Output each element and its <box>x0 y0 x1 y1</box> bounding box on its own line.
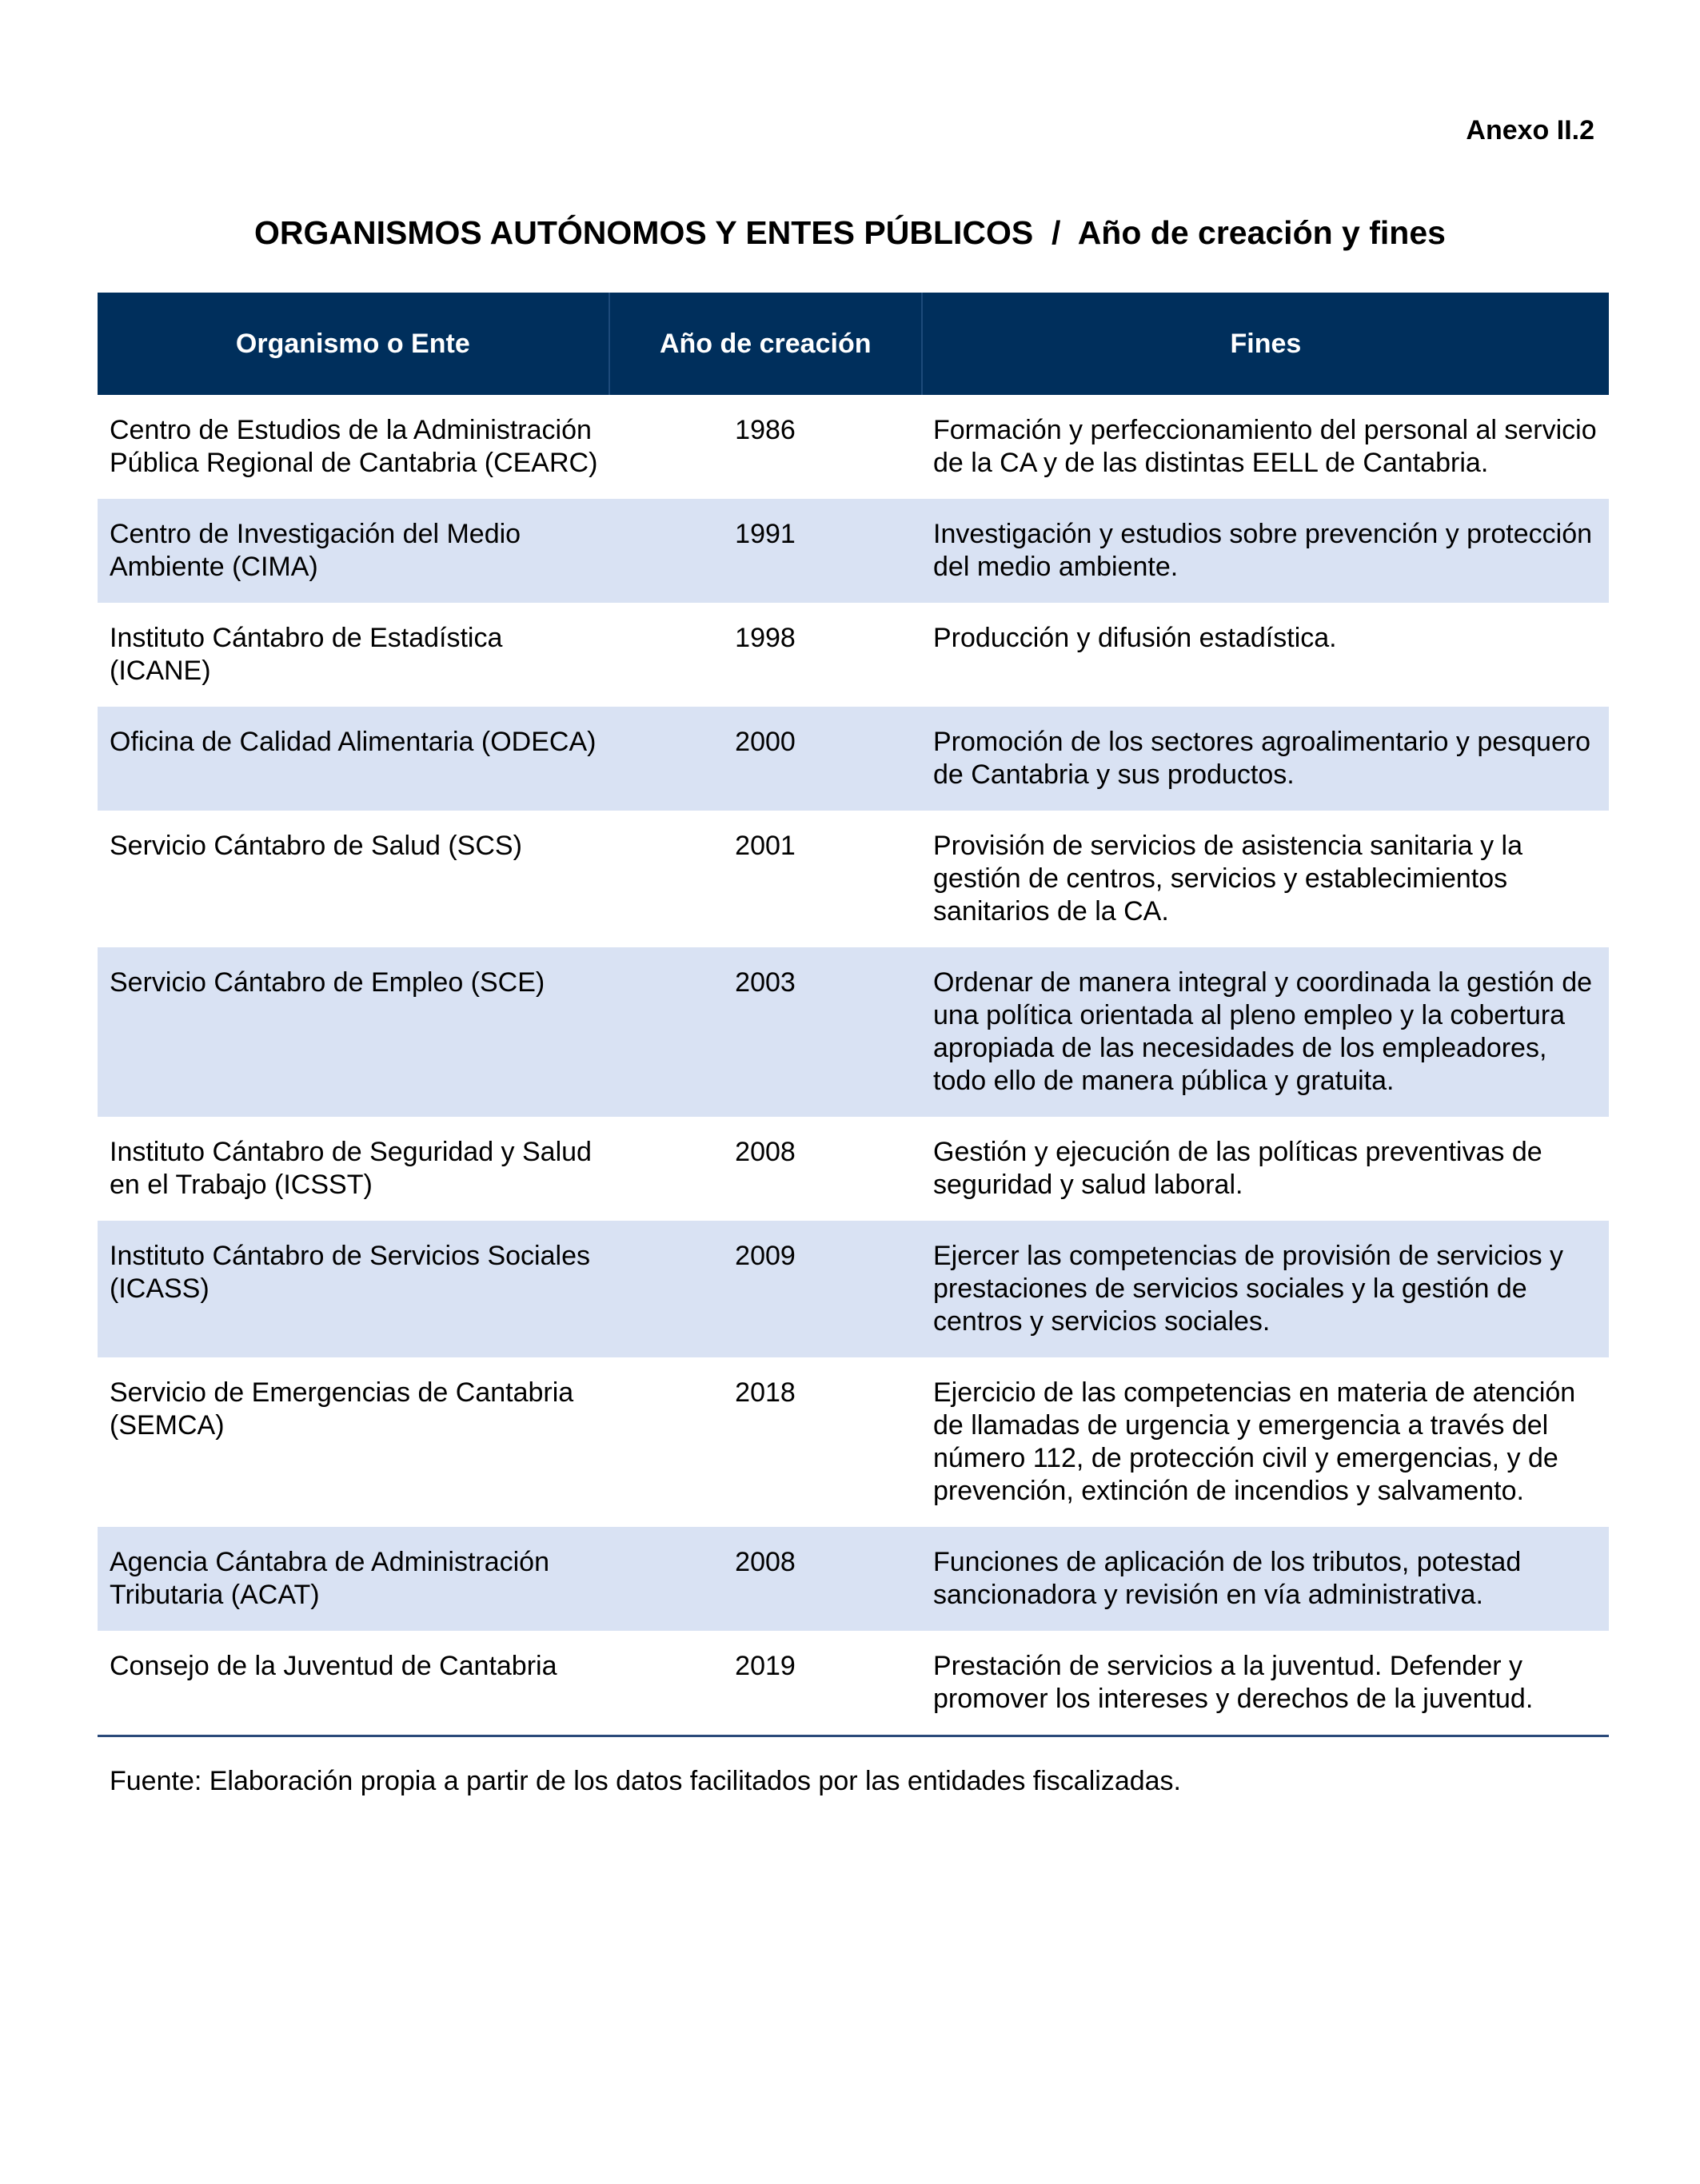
cell-fines: Promoción de los sectores agroalimentario y pesquero de Cantabria y sus productos. <box>933 727 1591 790</box>
table-row <box>98 707 1609 811</box>
cell-ente: Centro de Estudios de la Administración Pública Regional de Cantabria (CEARC) <box>110 415 598 478</box>
header-fines: Fines <box>1230 328 1302 359</box>
cell-ente: Instituto Cántabro de Servicios Sociales (ICASS) <box>110 1241 590 1304</box>
cell-anio: 2009 <box>735 1241 796 1271</box>
cell-ente: Consejo de la Juventud de Cantabria <box>110 1651 557 1681</box>
table-header <box>98 293 1609 395</box>
cell-anio: 1998 <box>735 623 796 653</box>
cell-anio: 2008 <box>735 1547 796 1577</box>
cell-anio: 1986 <box>735 415 796 445</box>
cell-anio: 1991 <box>735 519 796 549</box>
table-row <box>98 811 1609 947</box>
cell-anio: 2019 <box>735 1651 796 1681</box>
cell-anio: 2003 <box>735 967 796 998</box>
cell-fines: Ordenar de manera integral y coordinada la gestión de una política orientada al pleno empleo y la cobertura apropiada de las necesidades de los empleadores, todo ello de manera pública y gratuita. <box>933 967 1593 1096</box>
cell-fines: Provisión de servicios de asistencia sanitaria y la gestión de centros, servicios y establecimientos sanitarios de la CA. <box>933 831 1523 927</box>
cell-anio: 2001 <box>735 831 796 861</box>
table-row <box>98 499 1609 603</box>
cell-ente: Instituto Cántabro de Seguridad y Salud en el Trabajo (ICSST) <box>110 1137 592 1200</box>
cell-fines: Producción y difusión estadística. <box>933 623 1337 653</box>
annex-label: Anexo II.2 <box>1466 115 1594 145</box>
cell-fines: Investigación y estudios sobre prevención y protección del medio ambiente. <box>933 519 1593 582</box>
header-organismo: Organismo o Ente <box>98 293 610 395</box>
cell-fines: Ejercer las competencias de provisión de servicios y prestaciones de servicios sociales y la gestión de centros y servicios sociales. <box>933 1241 1564 1337</box>
organisms-table <box>98 293 1609 1737</box>
cell-fines: Formación y perfeccionamiento del personal al servicio de la CA y de las distintas EELL de Cantabria. <box>933 415 1597 478</box>
cell-anio: 2018 <box>735 1377 796 1408</box>
cell-fines: Prestación de servicios a la juventud. Defender y promover los intereses y derechos de la juventud. <box>933 1651 1534 1714</box>
table-row <box>98 603 1609 707</box>
cell-ente: Instituto Cántabro de Estadística (ICANE) <box>110 623 503 686</box>
source-note: Fuente: Elaboración propia a partir de los datos facilitados por las entidades fiscalizadas. <box>110 1766 1181 1796</box>
cell-anio: 2000 <box>735 727 796 757</box>
page-title: ORGANISMOS AUTÓNOMOS Y ENTES PÚBLICOS / Año de creación y fines <box>254 214 1446 251</box>
table-row <box>98 1527 1609 1631</box>
table-bottom-rule <box>98 1735 1609 1737</box>
cell-ente: Servicio Cántabro de Empleo (SCE) <box>110 967 545 998</box>
cell-ente: Servicio de Emergencias de Cantabria (SEMCA) <box>110 1377 574 1441</box>
header-anio: Año de creación <box>610 293 923 395</box>
cell-ente: Centro de Investigación del Medio Ambiente (CIMA) <box>110 519 521 582</box>
table-row <box>98 1357 1609 1527</box>
cell-ente: Servicio Cántabro de Salud (SCS) <box>110 831 522 861</box>
table-row <box>98 1631 1609 1735</box>
cell-ente: Agencia Cántabra de Administración Tributaria (ACAT) <box>110 1547 549 1610</box>
cell-anio: 2008 <box>735 1137 796 1167</box>
table-row <box>98 947 1609 1117</box>
cell-fines: Ejercicio de las competencias en materia de atención de llamadas de urgencia y emergencia a través del número 112, de protección civil y emergencias, y de prevención, extinción de incendios y salvamento. <box>933 1377 1576 1506</box>
cell-fines: Funciones de aplicación de los tributos, potestad sancionadora y revisión en vía administrativa. <box>933 1547 1522 1610</box>
table-row <box>98 395 1609 499</box>
table-row <box>98 1221 1609 1357</box>
table-row <box>98 1117 1609 1221</box>
cell-fines: Gestión y ejecución de las políticas preventivas de seguridad y salud laboral. <box>933 1137 1542 1200</box>
cell-ente: Oficina de Calidad Alimentaria (ODECA) <box>110 727 597 757</box>
